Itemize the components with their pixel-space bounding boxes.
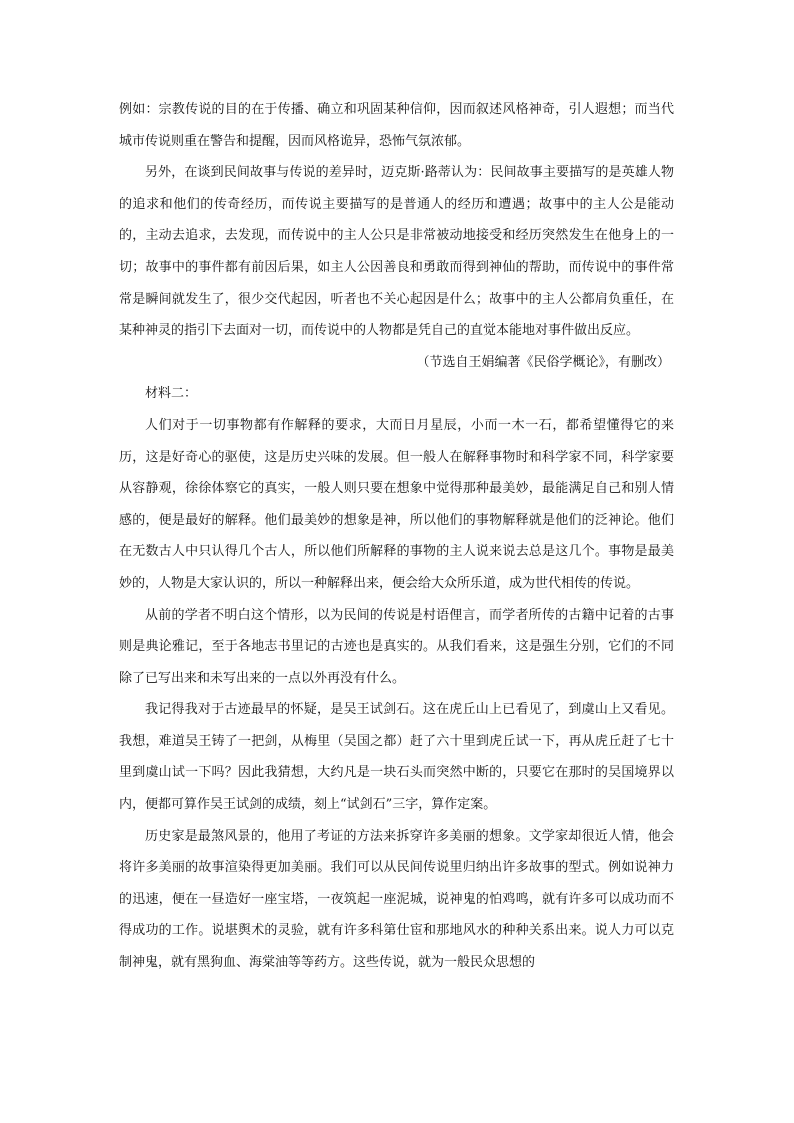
source-citation-1: （节选自王娟编著《民俗学概论》，有删改） [416,354,670,370]
paragraph-historian-literati: 历史家是最煞风景的，他用了考证的方法来拆穿许多美丽的想象。文学家却很近人情，他会将许多美丽的故事渲染得更加美丽。我们可以从民间传说里归纳出许多故事的型式。例如说神力的迅速，便在一昼造好一座宝塔，一夜筑起一座泥城，说神鬼的怕鸡鸣，就有许多可以成功而不得成功的工作。说堪舆术的灵验，就有许多科第仕宦和那地风水的种种关系出来。说人力可以克制神鬼，就有黑狗血、海棠油等等药方。这些传说，就为一般民众思想的 [119,828,674,971]
paragraph-religious-urban-legend: 例如：宗教传说的目的在于传播、确立和巩固某种信仰，因而叙述风格神奇，引人遐想；而当代城市传说则重在警告和提醒，因而风格诡异，恐怖气氛浓郁。 [119,102,674,149]
paragraph-sword-stone: 我记得我对于古迹最早的怀疑，是吴王试剑石。这在虎丘山上已看见了，到虞山上又看见。我想，难道吴王铸了一把剑，从梅里（吴国之都）赶了六十里到虎丘试一下，再从虎丘赶了七十里到虞山试一下吗？因此我猜想，大约凡是一块石头而突然中断的，只要它在那时的吴国境界以内，便都可算作吴王试剑的成绩，刻上“试剑石”三字，算作定案。 [119,702,674,813]
material-two-heading: 材料二： [145,386,198,402]
document-page [119,94,674,979]
paragraph-former-scholars: 从前的学者不明白这个情形，以为民间的传说是村语俚言，而学者所传的古籍中记着的古事则是典论雅记，至于各地志书里记的古迹也是真实的。从我们看来，这是强生分别，它们的不同除了已写出来和未写出来的一点以外再没有什么。 [119,607,674,686]
paragraph-explanation-desire: 人们对于一切事物都有作解释的要求，大而日月星辰，小而一木一石，都希望懂得它的来历，这是好奇心的驱使，这是历史兴味的发展。但一般人在解释事物时和科学家不同，科学家要从容静观，徐徐体察它的真实，一般人则只要在想象中觉得那种最美妙，最能满足自己和别人情感的，便是最好的解释。他们最美妙的想象是神，所以他们的事物解释就是他们的泛神论。他们在无数古人中只认得几个古人，所以他们所解释的事物的主人说来说去总是这几个。事物是最美妙的，人物是大家认识的，所以一种解释出来，便会给大众所乐道，成为世代相传的传说。 [119,417,674,591]
paragraph-folktale-vs-legend: 另外，在谈到民间故事与传说的差异时，迈克斯·路蒂认为：民间故事主要描写的是英雄人物的追求和他们的传奇经历，而传说主要描写的是普通人的经历和遭遇；故事中的主人公是能动的，主动去追求，去发现，而传说中的主人公只是非常被动地接受和经历突然发生在他身上的一切；故事中的事件都有前因后果，如主人公因善良和勇敢而得到神仙的帮助，而传说中的事件常常是瞬间就发生了，很少交代起因，听者也不关心起因是什么；故事中的主人公都肩负重任，在某种神灵的指引下去面对一切，而传说中的人物都是凭自己的直觉本能地对事件做出反应。 [119,165,674,339]
